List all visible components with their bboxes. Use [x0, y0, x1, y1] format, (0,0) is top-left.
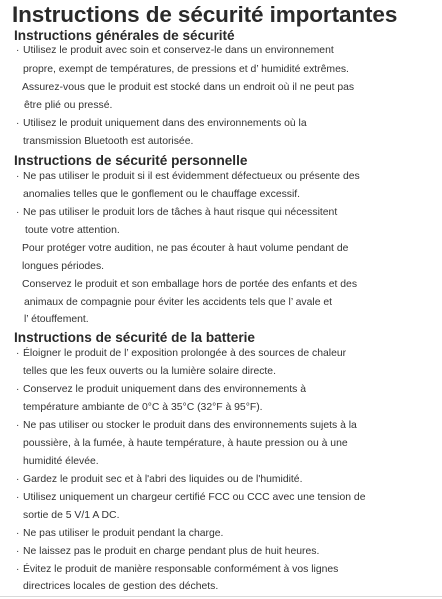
body-line: Ne laissez pas le produit en charge pendant plus de huit heures.: [23, 546, 320, 557]
bottom-divider: [0, 596, 442, 597]
body-line: longues périodes.: [22, 261, 105, 272]
section-heading-personal: Instructions de sécurité personnelle: [14, 153, 248, 168]
body-line: anomalies telles que le gonflement ou le chauffage excessif.: [23, 189, 301, 200]
body-line: poussière, à la fumée, à haute température, à haute pression ou à une: [23, 438, 348, 449]
body-line: température ambiante de 0°C à 35°C (32°F à 95°F).: [23, 402, 263, 413]
bullet-marker: ·: [16, 171, 20, 182]
bullet-marker: ·: [16, 528, 20, 539]
body-line: Conservez le produit uniquement dans des environnements à: [23, 384, 307, 395]
page-title: Instructions de sécurité importantes: [12, 2, 398, 27]
bullet-marker: ·: [16, 384, 20, 395]
body-line: Utilisez le produit uniquement dans des environnements où la: [23, 118, 307, 129]
bullet-marker: ·: [16, 546, 20, 557]
body-line: directrices locales de gestion des déchets.: [23, 581, 219, 592]
body-line: Évitez le produit de manière responsable conformément à vos lignes: [23, 564, 339, 575]
body-line: Utilisez le produit avec soin et conservez-le dans un environnement: [23, 45, 334, 56]
section-heading-battery: Instructions de sécurité de la batterie: [14, 330, 255, 345]
bullet-marker: ·: [16, 474, 20, 485]
bullet-marker: ·: [16, 207, 20, 218]
body-line: Pour protéger votre audition, ne pas écouter à haut volume pendant de: [22, 243, 349, 254]
body-line: toute votre attention.: [25, 225, 120, 236]
bullet-marker: ·: [16, 492, 20, 503]
body-line: Ne pas utiliser le produit lors de tâches à haut risque qui nécessitent: [23, 207, 338, 218]
bullet-marker: ·: [16, 348, 20, 359]
body-line: Éloigner le produit de l’ exposition prolongée à des sources de chaleur: [23, 348, 347, 359]
body-line: transmission Bluetooth est autorisée.: [23, 136, 194, 147]
body-line: Utilisez uniquement un chargeur certifié FCC ou CCC avec une tension de: [23, 492, 366, 503]
body-line: humidité élevée.: [23, 456, 99, 467]
body-line: Assurez-vous que le produit est stocké dans un endroit où il ne peut pas: [22, 82, 355, 93]
body-line: Gardez le produit sec et à l'abri des liquides ou de l'humidité.: [23, 474, 303, 485]
bullet-marker: ·: [16, 420, 20, 431]
body-line: Conservez le produit et son emballage hors de portée des enfants et des: [22, 279, 358, 290]
body-line: animaux de compagnie pour éviter les accidents tels que l’ avale et: [24, 297, 333, 308]
body-line: sortie de 5 V/1 A DC.: [23, 510, 120, 521]
body-line: Ne pas utiliser le produit si il est évidemment défectueux ou présente des: [23, 171, 360, 182]
bullet-marker: ·: [16, 564, 20, 575]
body-line: Ne pas utiliser ou stocker le produit dans des environnements sujets à la: [23, 420, 357, 431]
body-line: telles que les feux ouverts ou la lumière solaire directe.: [23, 366, 276, 377]
bullet-marker: ·: [16, 118, 20, 129]
bullet-marker: ·: [16, 45, 20, 56]
section-heading-general: Instructions générales de sécurité: [14, 28, 235, 43]
body-line: être plié ou pressé.: [24, 100, 113, 111]
body-line: Ne pas utiliser le produit pendant la charge.: [23, 528, 224, 539]
body-line: l’ étouffement.: [24, 314, 89, 325]
body-line: propre, exempt de températures, de pressions et d’ humidité extrêmes.: [23, 64, 349, 75]
